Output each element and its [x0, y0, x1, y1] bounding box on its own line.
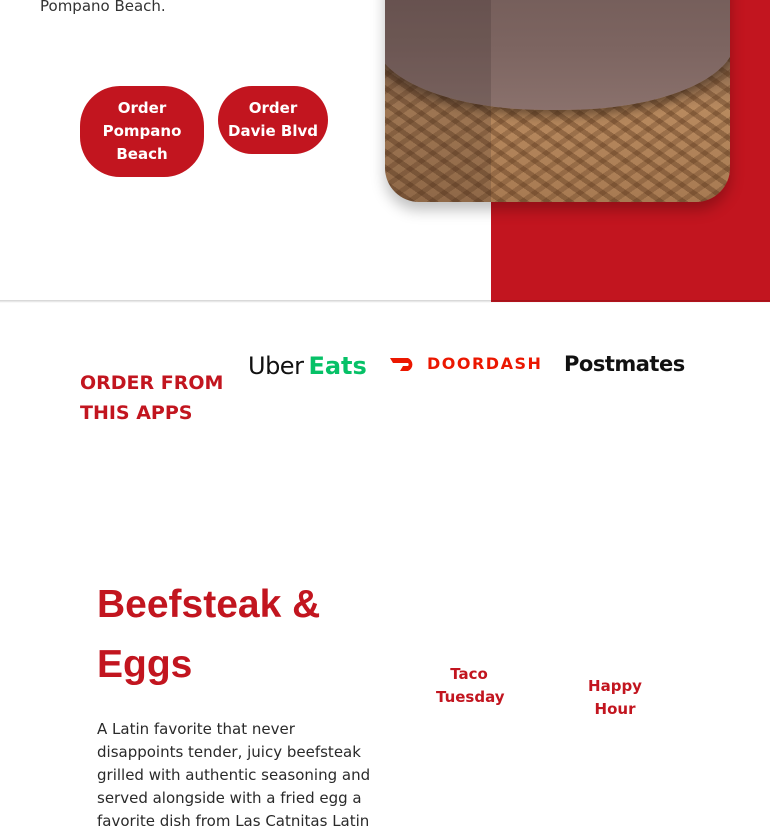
dish-description: A Latin favorite that never disappoints tender, juicy beefsteak grilled with authentic seasoning and served alongside with a fried egg a favorite dish from Las Catnitas Latin — [97, 720, 371, 830]
ubereats-logo-uber: Uber — [248, 352, 304, 380]
photo-shade — [385, 0, 491, 202]
order-davie-button[interactable]: Order Davie Blvd — [218, 86, 328, 154]
postmates-logo-text: Postmates — [564, 352, 685, 376]
hero-section — [0, 0, 770, 302]
hero-tagline: Pompano Beach. — [40, 0, 166, 15]
doordash-logo[interactable] — [389, 354, 542, 373]
hero-food-photo — [385, 0, 730, 202]
dish-title: Beefsteak & Eggs — [97, 583, 321, 686]
order-pompano-button[interactable]: Order Pompano Beach — [80, 86, 204, 177]
doordash-logo-text: DOORDASH — [427, 354, 543, 373]
section-divider — [0, 300, 770, 303]
doordash-mark-icon — [389, 356, 419, 372]
taco-tuesday-link[interactable]: Taco Tuesday — [436, 665, 505, 706]
postmates-logo[interactable] — [564, 352, 685, 376]
ubereats-logo[interactable] — [248, 352, 367, 380]
order-apps-heading: ORDER FROM THIS APPS — [80, 372, 224, 424]
happy-hour-link[interactable]: Happy Hour — [588, 677, 642, 718]
ubereats-logo-eats: Eats — [308, 352, 367, 380]
